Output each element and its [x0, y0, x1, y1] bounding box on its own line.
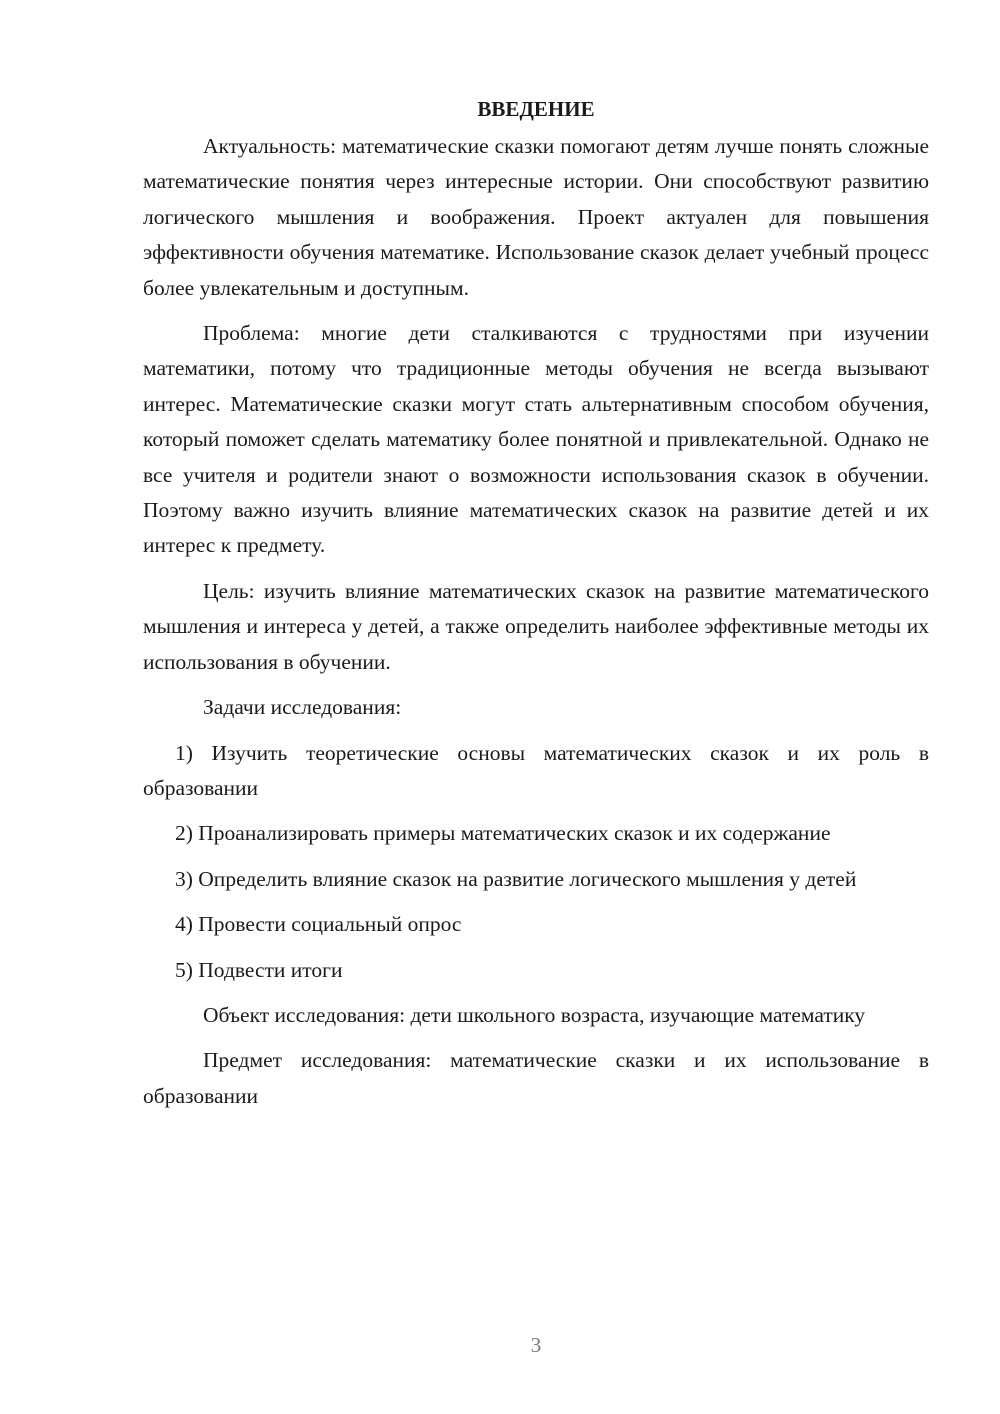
- subject-paragraph: Предмет исследования: математические сказки и их использование в образовании: [143, 1048, 929, 1108]
- task-item: 1) Изучить теоретические основы математических сказок и их роль в образовании: [143, 740, 929, 800]
- task-item: 2) Проанализировать примеры математических сказок и их содержание: [175, 821, 831, 846]
- page-number: 3: [530, 1333, 542, 1357]
- problem-paragraph: Проблема: многие дети сталкиваются с трудностями при изучении математики, потому что традиционные методы обучения не всегда вызывают интерес. Математические сказки могут стать альтернативным способом обучения, который поможет сделать математику более понятной и привлекательной. Однако не все учителя и родители знают о возможности использования сказок в обучении. Поэтому важно изучить влияние математических сказок на развитие детей и их интерес к предмету.: [143, 321, 929, 558]
- section-title: ВВЕДЕНИЕ: [477, 97, 595, 121]
- task-item: 3) Определить влияние сказок на развитие логического мышления у детей: [175, 866, 857, 891]
- object-paragraph: Объект исследования: дети школьного возраста, изучающие математику: [203, 1002, 866, 1027]
- document-page: [143, 92, 929, 1124]
- tasks-heading: Задачи исследования:: [203, 695, 402, 720]
- task-item: 4) Провести социальный опрос: [175, 912, 462, 937]
- relevance-paragraph: Актуальность: математические сказки помогают детям лучше понять сложные математические понятия через интересные истории. Они способствуют развитию логического мышления и воображения. Проект актуален для повышения эффективности обучения математике. Использование сказок делает учебный процесс более увлекательным и доступным.: [143, 134, 929, 300]
- goal-paragraph: Цель: изучить влияние математических сказок на развитие математического мышления и интереса у детей, а также определить наиболее эффективные методы их использования в обучении.: [143, 578, 929, 674]
- task-item: 5) Подвести итоги: [175, 957, 343, 982]
